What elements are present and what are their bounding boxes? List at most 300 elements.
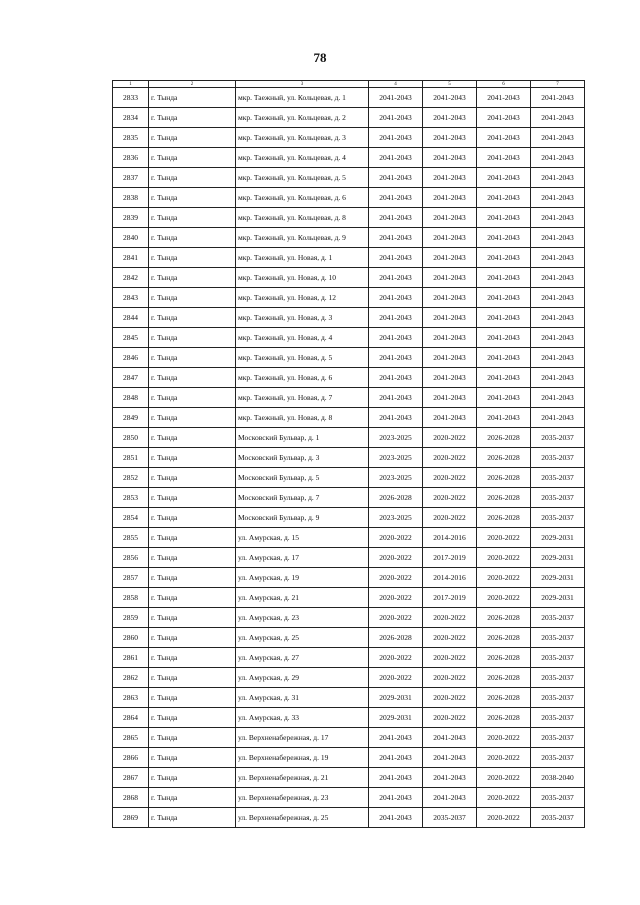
address-cell: мкр. Таежный, ул. Кольцевая, д. 8 xyxy=(236,208,369,228)
row-number-cell: 2843 xyxy=(113,288,149,308)
table-row xyxy=(113,628,585,648)
address-cell: ул. Амурская, д. 17 xyxy=(236,548,369,568)
period-col5-cell: 2041-2043 xyxy=(423,288,477,308)
period-col7-cell: 2038-2040 xyxy=(531,768,585,788)
period-col5-cell: 2041-2043 xyxy=(423,108,477,128)
address-cell: Московский Бульвар, д. 7 xyxy=(236,488,369,508)
table-row xyxy=(113,328,585,348)
period-col5-cell: 2020-2022 xyxy=(423,688,477,708)
address-cell: ул. Амурская, д. 31 xyxy=(236,688,369,708)
period-col7-cell: 2035-2037 xyxy=(531,628,585,648)
period-col4-cell: 2041-2043 xyxy=(369,788,423,808)
period-col7-cell: 2035-2037 xyxy=(531,688,585,708)
period-col6-cell: 2026-2028 xyxy=(477,428,531,448)
table-row xyxy=(113,128,585,148)
period-col4-cell: 2041-2043 xyxy=(369,368,423,388)
address-cell: ул. Амурская, д. 33 xyxy=(236,708,369,728)
period-col6-cell: 2020-2022 xyxy=(477,528,531,548)
city-cell: г. Тында xyxy=(149,548,236,568)
address-cell: мкр. Таежный, ул. Кольцевая, д. 2 xyxy=(236,108,369,128)
table-row xyxy=(113,768,585,788)
period-col7-cell: 2041-2043 xyxy=(531,168,585,188)
period-col6-cell: 2026-2028 xyxy=(477,448,531,468)
period-col4-cell: 2041-2043 xyxy=(369,388,423,408)
address-cell: ул. Амурская, д. 23 xyxy=(236,608,369,628)
table-body xyxy=(113,88,585,828)
period-col4-cell: 2041-2043 xyxy=(369,248,423,268)
period-col7-cell: 2035-2037 xyxy=(531,668,585,688)
row-number-cell: 2841 xyxy=(113,248,149,268)
row-number-cell: 2849 xyxy=(113,408,149,428)
period-col5-cell: 2017-2019 xyxy=(423,548,477,568)
row-number-cell: 2865 xyxy=(113,728,149,748)
city-cell: г. Тында xyxy=(149,248,236,268)
table-row xyxy=(113,648,585,668)
table-row xyxy=(113,708,585,728)
table-row xyxy=(113,88,585,108)
address-cell: мкр. Таежный, ул. Новая, д. 3 xyxy=(236,308,369,328)
period-col5-cell: 2041-2043 xyxy=(423,788,477,808)
period-col5-cell: 2041-2043 xyxy=(423,208,477,228)
city-cell: г. Тында xyxy=(149,788,236,808)
row-number-cell: 2837 xyxy=(113,168,149,188)
period-col7-cell: 2029-2031 xyxy=(531,588,585,608)
period-col5-cell: 2041-2043 xyxy=(423,368,477,388)
row-number-cell: 2852 xyxy=(113,468,149,488)
row-number-cell: 2863 xyxy=(113,688,149,708)
period-col7-cell: 2041-2043 xyxy=(531,88,585,108)
address-cell: мкр. Таежный, ул. Новая, д. 8 xyxy=(236,408,369,428)
period-col6-cell: 2041-2043 xyxy=(477,228,531,248)
address-cell: ул. Верхненабережная, д. 19 xyxy=(236,748,369,768)
row-number-cell: 2856 xyxy=(113,548,149,568)
row-number-cell: 2866 xyxy=(113,748,149,768)
period-col5-cell: 2041-2043 xyxy=(423,168,477,188)
table-row xyxy=(113,488,585,508)
period-col5-cell: 2020-2022 xyxy=(423,628,477,648)
page-number: 78 xyxy=(313,50,327,65)
table-row xyxy=(113,568,585,588)
period-col5-cell: 2020-2022 xyxy=(423,708,477,728)
period-col6-cell: 2041-2043 xyxy=(477,188,531,208)
city-cell: г. Тында xyxy=(149,288,236,308)
period-col5-cell: 2041-2043 xyxy=(423,88,477,108)
period-col6-cell: 2026-2028 xyxy=(477,468,531,488)
period-col4-cell: 2029-2031 xyxy=(369,708,423,728)
city-cell: г. Тында xyxy=(149,108,236,128)
period-col6-cell: 2041-2043 xyxy=(477,108,531,128)
address-cell: ул. Амурская, д. 15 xyxy=(236,528,369,548)
period-col7-cell: 2041-2043 xyxy=(531,128,585,148)
city-cell: г. Тында xyxy=(149,448,236,468)
address-cell: мкр. Таежный, ул. Новая, д. 7 xyxy=(236,388,369,408)
period-col6-cell: 2041-2043 xyxy=(477,208,531,228)
address-cell: ул. Верхненабережная, д. 17 xyxy=(236,728,369,748)
table-row xyxy=(113,108,585,128)
period-col6-cell: 2026-2028 xyxy=(477,688,531,708)
city-cell: г. Тында xyxy=(149,588,236,608)
city-cell: г. Тында xyxy=(149,208,236,228)
city-cell: г. Тында xyxy=(149,388,236,408)
period-col7-cell: 2035-2037 xyxy=(531,808,585,828)
city-cell: г. Тында xyxy=(149,528,236,548)
address-cell: мкр. Таежный, ул. Кольцевая, д. 9 xyxy=(236,228,369,248)
address-cell: мкр. Таежный, ул. Новая, д. 12 xyxy=(236,288,369,308)
period-col5-cell: 2041-2043 xyxy=(423,348,477,368)
row-number-cell: 2839 xyxy=(113,208,149,228)
period-col6-cell: 2026-2028 xyxy=(477,508,531,528)
period-col4-cell: 2041-2043 xyxy=(369,808,423,828)
table-row xyxy=(113,448,585,468)
period-col4-cell: 2041-2043 xyxy=(369,328,423,348)
column-header-7: 7 xyxy=(531,81,585,88)
period-col5-cell: 2035-2037 xyxy=(423,808,477,828)
row-number-cell: 2854 xyxy=(113,508,149,528)
row-number-cell: 2855 xyxy=(113,528,149,548)
period-col7-cell: 2035-2037 xyxy=(531,648,585,668)
period-col6-cell: 2020-2022 xyxy=(477,768,531,788)
period-col7-cell: 2041-2043 xyxy=(531,228,585,248)
table-header-row xyxy=(113,81,585,88)
city-cell: г. Тында xyxy=(149,188,236,208)
table-row xyxy=(113,608,585,628)
period-col4-cell: 2020-2022 xyxy=(369,648,423,668)
period-col5-cell: 2041-2043 xyxy=(423,768,477,788)
city-cell: г. Тында xyxy=(149,748,236,768)
period-col4-cell: 2041-2043 xyxy=(369,168,423,188)
city-cell: г. Тында xyxy=(149,128,236,148)
table-row xyxy=(113,528,585,548)
period-col5-cell: 2041-2043 xyxy=(423,408,477,428)
address-cell: ул. Амурская, д. 19 xyxy=(236,568,369,588)
period-col4-cell: 2026-2028 xyxy=(369,628,423,648)
period-col6-cell: 2041-2043 xyxy=(477,88,531,108)
row-number-cell: 2868 xyxy=(113,788,149,808)
period-col6-cell: 2041-2043 xyxy=(477,268,531,288)
period-col6-cell: 2041-2043 xyxy=(477,308,531,328)
address-cell: ул. Верхненабережная, д. 23 xyxy=(236,788,369,808)
row-number-cell: 2836 xyxy=(113,148,149,168)
table-row xyxy=(113,808,585,828)
period-col4-cell: 2041-2043 xyxy=(369,348,423,368)
period-col5-cell: 2014-2016 xyxy=(423,528,477,548)
period-col6-cell: 2041-2043 xyxy=(477,348,531,368)
table-row xyxy=(113,508,585,528)
city-cell: г. Тында xyxy=(149,268,236,288)
city-cell: г. Тында xyxy=(149,608,236,628)
address-cell: мкр. Таежный, ул. Кольцевая, д. 4 xyxy=(236,148,369,168)
table-row xyxy=(113,368,585,388)
address-cell: мкр. Таежный, ул. Кольцевая, д. 1 xyxy=(236,88,369,108)
address-cell: ул. Амурская, д. 29 xyxy=(236,668,369,688)
row-number-cell: 2864 xyxy=(113,708,149,728)
period-col6-cell: 2020-2022 xyxy=(477,748,531,768)
row-number-cell: 2842 xyxy=(113,268,149,288)
period-col5-cell: 2020-2022 xyxy=(423,468,477,488)
period-col7-cell: 2041-2043 xyxy=(531,108,585,128)
period-col5-cell: 2020-2022 xyxy=(423,488,477,508)
period-col7-cell: 2029-2031 xyxy=(531,548,585,568)
row-number-cell: 2845 xyxy=(113,328,149,348)
period-col7-cell: 2035-2037 xyxy=(531,748,585,768)
period-col6-cell: 2041-2043 xyxy=(477,288,531,308)
period-col6-cell: 2020-2022 xyxy=(477,568,531,588)
period-col6-cell: 2041-2043 xyxy=(477,388,531,408)
period-col4-cell: 2041-2043 xyxy=(369,188,423,208)
period-col5-cell: 2041-2043 xyxy=(423,388,477,408)
city-cell: г. Тында xyxy=(149,708,236,728)
period-col5-cell: 2041-2043 xyxy=(423,188,477,208)
city-cell: г. Тында xyxy=(149,408,236,428)
table-row xyxy=(113,408,585,428)
city-cell: г. Тында xyxy=(149,468,236,488)
table-row xyxy=(113,788,585,808)
period-col7-cell: 2041-2043 xyxy=(531,388,585,408)
row-number-cell: 2867 xyxy=(113,768,149,788)
column-header-5: 5 xyxy=(423,81,477,88)
row-number-cell: 2833 xyxy=(113,88,149,108)
period-col4-cell: 2023-2025 xyxy=(369,468,423,488)
period-col4-cell: 2041-2043 xyxy=(369,128,423,148)
row-number-cell: 2850 xyxy=(113,428,149,448)
period-col5-cell: 2020-2022 xyxy=(423,608,477,628)
period-col7-cell: 2041-2043 xyxy=(531,368,585,388)
row-number-cell: 2838 xyxy=(113,188,149,208)
city-cell: г. Тында xyxy=(149,428,236,448)
period-col4-cell: 2041-2043 xyxy=(369,308,423,328)
row-number-cell: 2862 xyxy=(113,668,149,688)
city-cell: г. Тында xyxy=(149,228,236,248)
period-col7-cell: 2041-2043 xyxy=(531,148,585,168)
period-col4-cell: 2020-2022 xyxy=(369,588,423,608)
column-header-4: 4 xyxy=(369,81,423,88)
period-col6-cell: 2026-2028 xyxy=(477,668,531,688)
period-col4-cell: 2023-2025 xyxy=(369,508,423,528)
row-number-cell: 2848 xyxy=(113,388,149,408)
period-col5-cell: 2020-2022 xyxy=(423,508,477,528)
period-col6-cell: 2020-2022 xyxy=(477,728,531,748)
period-col5-cell: 2020-2022 xyxy=(423,668,477,688)
address-cell: мкр. Таежный, ул. Новая, д. 6 xyxy=(236,368,369,388)
period-col7-cell: 2035-2037 xyxy=(531,448,585,468)
row-number-cell: 2846 xyxy=(113,348,149,368)
address-cell: мкр. Таежный, ул. Новая, д. 4 xyxy=(236,328,369,348)
period-col6-cell: 2026-2028 xyxy=(477,708,531,728)
period-col4-cell: 2020-2022 xyxy=(369,568,423,588)
period-col4-cell: 2020-2022 xyxy=(369,548,423,568)
city-cell: г. Тында xyxy=(149,148,236,168)
period-col4-cell: 2026-2028 xyxy=(369,488,423,508)
city-cell: г. Тында xyxy=(149,368,236,388)
period-col5-cell: 2041-2043 xyxy=(423,248,477,268)
column-header-6: 6 xyxy=(477,81,531,88)
period-col7-cell: 2041-2043 xyxy=(531,408,585,428)
city-cell: г. Тында xyxy=(149,568,236,588)
period-col7-cell: 2041-2043 xyxy=(531,188,585,208)
period-col4-cell: 2041-2043 xyxy=(369,768,423,788)
period-col5-cell: 2041-2043 xyxy=(423,728,477,748)
address-cell: мкр. Таежный, ул. Кольцевая, д. 6 xyxy=(236,188,369,208)
row-number-cell: 2835 xyxy=(113,128,149,148)
period-col6-cell: 2026-2028 xyxy=(477,488,531,508)
period-col5-cell: 2041-2043 xyxy=(423,308,477,328)
city-cell: г. Тында xyxy=(149,688,236,708)
period-col4-cell: 2029-2031 xyxy=(369,688,423,708)
period-col6-cell: 2041-2043 xyxy=(477,408,531,428)
period-col7-cell: 2041-2043 xyxy=(531,208,585,228)
period-col4-cell: 2041-2043 xyxy=(369,148,423,168)
period-col7-cell: 2041-2043 xyxy=(531,348,585,368)
period-col5-cell: 2014-2016 xyxy=(423,568,477,588)
period-col5-cell: 2041-2043 xyxy=(423,328,477,348)
city-cell: г. Тында xyxy=(149,168,236,188)
table-row xyxy=(113,268,585,288)
period-col4-cell: 2020-2022 xyxy=(369,668,423,688)
city-cell: г. Тында xyxy=(149,508,236,528)
address-cell: ул. Верхненабережная, д. 21 xyxy=(236,768,369,788)
address-cell: мкр. Таежный, ул. Новая, д. 10 xyxy=(236,268,369,288)
address-cell: ул. Амурская, д. 27 xyxy=(236,648,369,668)
period-col6-cell: 2020-2022 xyxy=(477,588,531,608)
table-row xyxy=(113,668,585,688)
period-col4-cell: 2023-2025 xyxy=(369,428,423,448)
period-col6-cell: 2041-2043 xyxy=(477,128,531,148)
period-col7-cell: 2035-2037 xyxy=(531,488,585,508)
period-col6-cell: 2020-2022 xyxy=(477,548,531,568)
housing-registry-table xyxy=(112,80,585,828)
column-header-2: 2 xyxy=(149,81,236,88)
address-cell: мкр. Таежный, ул. Кольцевая, д. 5 xyxy=(236,168,369,188)
table-row xyxy=(113,728,585,748)
period-col6-cell: 2020-2022 xyxy=(477,788,531,808)
period-col4-cell: 2041-2043 xyxy=(369,88,423,108)
table-row xyxy=(113,188,585,208)
period-col5-cell: 2020-2022 xyxy=(423,448,477,468)
table-row xyxy=(113,588,585,608)
period-col6-cell: 2020-2022 xyxy=(477,808,531,828)
period-col4-cell: 2041-2043 xyxy=(369,268,423,288)
period-col7-cell: 2041-2043 xyxy=(531,308,585,328)
city-cell: г. Тында xyxy=(149,488,236,508)
table-row xyxy=(113,148,585,168)
period-col7-cell: 2041-2043 xyxy=(531,268,585,288)
period-col6-cell: 2041-2043 xyxy=(477,148,531,168)
column-header-1: 1 xyxy=(113,81,149,88)
city-cell: г. Тында xyxy=(149,628,236,648)
address-cell: мкр. Таежный, ул. Новая, д. 5 xyxy=(236,348,369,368)
column-header-3: 3 xyxy=(236,81,369,88)
period-col4-cell: 2041-2043 xyxy=(369,228,423,248)
period-col5-cell: 2041-2043 xyxy=(423,748,477,768)
period-col6-cell: 2041-2043 xyxy=(477,368,531,388)
period-col7-cell: 2041-2043 xyxy=(531,328,585,348)
row-number-cell: 2847 xyxy=(113,368,149,388)
table-row xyxy=(113,288,585,308)
period-col5-cell: 2020-2022 xyxy=(423,648,477,668)
period-col7-cell: 2035-2037 xyxy=(531,468,585,488)
period-col7-cell: 2029-2031 xyxy=(531,528,585,548)
period-col7-cell: 2035-2037 xyxy=(531,728,585,748)
period-col6-cell: 2041-2043 xyxy=(477,168,531,188)
period-col5-cell: 2041-2043 xyxy=(423,128,477,148)
period-col6-cell: 2041-2043 xyxy=(477,248,531,268)
period-col4-cell: 2041-2043 xyxy=(369,408,423,428)
row-number-cell: 2853 xyxy=(113,488,149,508)
city-cell: г. Тында xyxy=(149,308,236,328)
row-number-cell: 2857 xyxy=(113,568,149,588)
table-row xyxy=(113,388,585,408)
period-col6-cell: 2026-2028 xyxy=(477,648,531,668)
city-cell: г. Тында xyxy=(149,88,236,108)
row-number-cell: 2851 xyxy=(113,448,149,468)
period-col6-cell: 2026-2028 xyxy=(477,608,531,628)
city-cell: г. Тында xyxy=(149,348,236,368)
table-row xyxy=(113,228,585,248)
table-row xyxy=(113,308,585,328)
period-col7-cell: 2035-2037 xyxy=(531,708,585,728)
row-number-cell: 2859 xyxy=(113,608,149,628)
table-row xyxy=(113,428,585,448)
table-row xyxy=(113,168,585,188)
table-row xyxy=(113,248,585,268)
city-cell: г. Тында xyxy=(149,328,236,348)
city-cell: г. Тында xyxy=(149,668,236,688)
city-cell: г. Тында xyxy=(149,648,236,668)
period-col4-cell: 2020-2022 xyxy=(369,608,423,628)
address-cell: ул. Амурская, д. 25 xyxy=(236,628,369,648)
address-cell: ул. Амурская, д. 21 xyxy=(236,588,369,608)
row-number-cell: 2834 xyxy=(113,108,149,128)
address-cell: мкр. Таежный, ул. Новая, д. 1 xyxy=(236,248,369,268)
period-col7-cell: 2041-2043 xyxy=(531,248,585,268)
period-col6-cell: 2026-2028 xyxy=(477,628,531,648)
period-col4-cell: 2041-2043 xyxy=(369,728,423,748)
period-col5-cell: 2017-2019 xyxy=(423,588,477,608)
row-number-cell: 2860 xyxy=(113,628,149,648)
period-col5-cell: 2041-2043 xyxy=(423,228,477,248)
table-row xyxy=(113,748,585,768)
period-col4-cell: 2041-2043 xyxy=(369,288,423,308)
city-cell: г. Тында xyxy=(149,768,236,788)
period-col5-cell: 2041-2043 xyxy=(423,268,477,288)
period-col7-cell: 2035-2037 xyxy=(531,428,585,448)
address-cell: Московский Бульвар, д. 9 xyxy=(236,508,369,528)
period-col7-cell: 2035-2037 xyxy=(531,608,585,628)
row-number-cell: 2858 xyxy=(113,588,149,608)
city-cell: г. Тында xyxy=(149,728,236,748)
period-col5-cell: 2041-2043 xyxy=(423,148,477,168)
period-col4-cell: 2023-2025 xyxy=(369,448,423,468)
period-col5-cell: 2020-2022 xyxy=(423,428,477,448)
address-cell: Московский Бульвар, д. 5 xyxy=(236,468,369,488)
period-col4-cell: 2041-2043 xyxy=(369,208,423,228)
row-number-cell: 2840 xyxy=(113,228,149,248)
period-col7-cell: 2041-2043 xyxy=(531,288,585,308)
period-col4-cell: 2020-2022 xyxy=(369,528,423,548)
period-col7-cell: 2035-2037 xyxy=(531,508,585,528)
table-row xyxy=(113,688,585,708)
address-cell: Московский Бульвар, д. 1 xyxy=(236,428,369,448)
period-col4-cell: 2041-2043 xyxy=(369,108,423,128)
address-cell: мкр. Таежный, ул. Кольцевая, д. 3 xyxy=(236,128,369,148)
period-col7-cell: 2029-2031 xyxy=(531,568,585,588)
address-cell: Московский Бульвар, д. 3 xyxy=(236,448,369,468)
city-cell: г. Тында xyxy=(149,808,236,828)
row-number-cell: 2844 xyxy=(113,308,149,328)
period-col6-cell: 2041-2043 xyxy=(477,328,531,348)
table-row xyxy=(113,348,585,368)
period-col7-cell: 2035-2037 xyxy=(531,788,585,808)
